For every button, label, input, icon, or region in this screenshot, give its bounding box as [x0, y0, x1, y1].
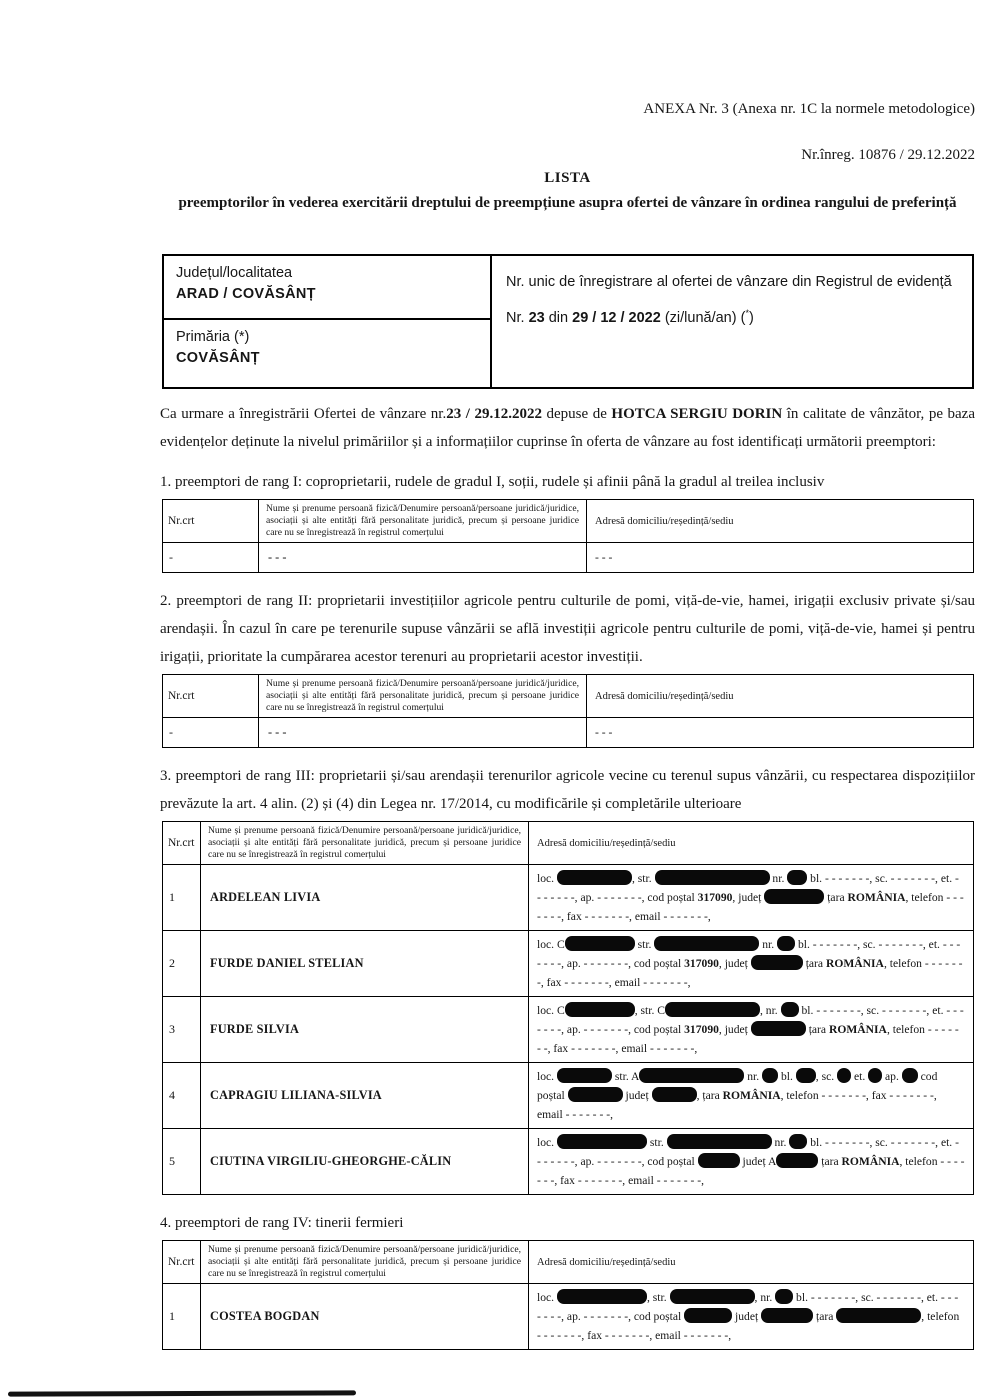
info-cell-primaria [163, 319, 491, 388]
redaction-mark [837, 1068, 851, 1083]
redaction-mark [902, 1068, 918, 1083]
redaction-mark [836, 1308, 921, 1323]
address-cell: loc. , str. nr. bl. - - - - - - -, sc. - - - - - - -, et. - - - - - - -, ap. - - - - - - -, cod poștal 317090, județ țara ROMÂNIA, telefon - - - - - - -, fax - - - - - - -, email - - - - - - -, [529, 865, 974, 931]
document-subtitle: preemptorilor în vederea exercitării dreptului de preempțiune asupra ofertei de vânzare în ordinea rangului de preferință [178, 195, 957, 211]
sections-container [160, 468, 975, 1350]
table-header-row [163, 500, 974, 543]
name-cell: FURDE SILVIA [201, 997, 529, 1063]
redaction-mark [557, 1134, 647, 1149]
table-row [163, 543, 974, 573]
redaction-mark [557, 1289, 647, 1304]
redaction-mark [751, 955, 803, 970]
document-title: LISTA [544, 170, 591, 186]
redaction-mark [665, 1002, 760, 1017]
preemptor-table [162, 674, 974, 748]
address-cell: loc. C str. nr. bl. - - - - - - -, sc. - - - - - - -, et. - - - - - - -, ap. - - - - - - -, cod poștal 317090, județ țara ROMÂNIA, telefon - - - - - - -, fax - - - - - - -, email - - - - - - -, [529, 931, 974, 997]
redaction-mark [787, 870, 807, 885]
column-header-address: Adresă domiciliu/reședință/sediu [529, 1241, 974, 1284]
name-cell: CAPRAGIU LILIANA-SILVIA [201, 1063, 529, 1129]
row-number-cell: 4 [163, 1063, 201, 1129]
redaction-mark [655, 870, 770, 885]
column-header-nrcrt: Nr.crt [163, 500, 259, 543]
redaction-mark [751, 1021, 806, 1036]
table-header-row [163, 675, 974, 718]
table-row [163, 718, 974, 748]
preemptor-table [162, 821, 974, 1195]
section-rang-3 [160, 762, 975, 1195]
address-cell: - - - [587, 718, 974, 748]
judet-label: Județul/localitatea [176, 265, 293, 281]
redaction-mark [565, 1002, 635, 1017]
redaction-mark [568, 1087, 623, 1102]
reg-offer-label: Nr. unic de înregistrare al ofertei de vânzare din Registrul de evidență [506, 274, 952, 290]
primaria-label: Primăria (*) [176, 329, 250, 345]
address-cell: loc. C , str. C , nr. bl. - - - - - - -, sc. - - - - - - -, et. - - - - - - -, ap. - - - - - - -, cod poștal 317090, județ țara ROMÂNIA, telefon - - - - - - -, fax - - - - - - -, email - - - - - - -, [529, 997, 974, 1063]
section-rang-4 [160, 1209, 975, 1350]
section-heading: 1. preemptori de rang I: coproprietarii, rudele de gradul I, soții, rudele și afinii până la gradul al treilea inclusiv [160, 474, 825, 490]
section-heading: 3. preemptori de rang III: proprietarii și/sau arendașii terenurilor agricole vecine cu terenul supus vânzării, cu respectarea dispozițiilor prevăzute la art. 4 alin. (2) și (4) din Legea nr. 17/2014, cu modificările și completările ulterioare [160, 768, 975, 812]
redaction-mark [565, 936, 635, 951]
column-header-address: Adresă domiciliu/reședință/sediu [587, 500, 974, 543]
table-header-row [163, 1241, 974, 1284]
redaction-mark [667, 1134, 772, 1149]
redaction-mark [868, 1068, 882, 1083]
name-cell: - - - [259, 718, 587, 748]
name-cell: - - - [259, 543, 587, 573]
section-heading: 4. preemptori de rang IV: tinerii fermieri [160, 1215, 404, 1231]
redaction-mark [796, 1068, 816, 1083]
row-number-cell: 1 [163, 1284, 201, 1350]
judet-value: ARAD / COVĂSÂNȚ [176, 286, 316, 302]
redaction-mark [698, 1153, 740, 1168]
primaria-value: COVĂSÂNȚ [176, 350, 260, 366]
column-header-nrcrt: Nr.crt [163, 822, 201, 865]
address-cell: loc. str. nr. bl. - - - - - - -, sc. - - - - - - -, et. - - - - - - -, ap. - - - - - - -, cod poștal județ A țara ROMÂNIA, telefon - - - - - - -, fax - - - - - - -, email - - - - - - -, [529, 1129, 974, 1195]
table-header-row [163, 822, 974, 865]
document-content [160, 0, 975, 1400]
redaction-mark [654, 936, 759, 951]
redaction-mark [684, 1308, 732, 1323]
name-cell: CIUTINA VIRGILIU-GHEORGHE-CĂLIN [201, 1129, 529, 1195]
preemptor-table [162, 1240, 974, 1350]
table-row [163, 931, 974, 997]
row-number-cell: 3 [163, 997, 201, 1063]
redaction-mark [789, 1134, 807, 1149]
column-header-address: Adresă domiciliu/reședință/sediu [529, 822, 974, 865]
address-cell: loc. , str. , nr. bl. - - - - - - -, sc. - - - - - - -, et. - - - - - - -, ap. - - - - - - -, cod poștal județ țara , telefon - - - - - - -, fax - - - - - - -, email - - - - - - -, [529, 1284, 974, 1350]
section-rang-1 [160, 468, 975, 573]
table-row [163, 1284, 974, 1350]
address-cell: loc. str. A nr. bl. , sc. et. ap. cod poștal județ , țara ROMÂNIA, telefon - - - - - - -, fax - - - - - - -, email - - - - - - -, [529, 1063, 974, 1129]
redaction-mark [761, 1308, 813, 1323]
redaction-mark [557, 870, 632, 885]
info-cell-judet [163, 255, 491, 319]
preemptor-table [162, 499, 974, 573]
name-cell: ARDELEAN LIVIA [201, 865, 529, 931]
redaction-mark [781, 1002, 799, 1017]
column-header-name: Nume și prenume persoană fizică/Denumire persoană/persoane juridică/juridice, asociații și alte entități fără personalitate juridică, precum și persoane juridice care nu se înregistrează în registrul comerțului [201, 822, 529, 865]
redaction-mark [652, 1087, 697, 1102]
info-cell-registration [491, 255, 973, 388]
redaction-mark [776, 1153, 818, 1168]
table-row [163, 997, 974, 1063]
column-header-address: Adresă domiciliu/reședință/sediu [587, 675, 974, 718]
row-number-cell: 2 [163, 931, 201, 997]
section-rang-2 [160, 587, 975, 748]
redaction-mark [557, 1068, 612, 1083]
column-header-name: Nume și prenume persoană fizică/Denumire persoană/persoane juridică/juridice, asociații și alte entități fără personalitate juridică, precum și persoane juridice care nu se înregistrează în registrul comerțului [259, 675, 587, 718]
row-number-cell: 1 [163, 865, 201, 931]
table-row [163, 865, 974, 931]
row-number-cell: - [163, 718, 259, 748]
registration-line: Nr.înreg. 10876 / 29.12.2022 [801, 147, 975, 163]
row-number-cell: 5 [163, 1129, 201, 1195]
column-header-nrcrt: Nr.crt [163, 1241, 201, 1284]
redaction-mark [775, 1289, 793, 1304]
address-cell: - - - [587, 543, 974, 573]
redaction-mark [777, 936, 795, 951]
column-header-name: Nume și prenume persoană fizică/Denumire persoană/persoane juridică/juridice, asociații și alte entități fără personalitate juridică, precum și persoane juridice care nu se înregistrează în registrul comerțului [201, 1241, 529, 1284]
column-header-name: Nume și prenume persoană fizică/Denumire persoană/persoane juridică/juridice, asociații și alte entități fără personalitate juridică, precum și persoane juridice care nu se înregistrează în registrul comerțului [259, 500, 587, 543]
redaction-mark [762, 1068, 778, 1083]
table-row [163, 1063, 974, 1129]
name-cell: COSTEA BOGDAN [201, 1284, 529, 1350]
column-header-nrcrt: Nr.crt [163, 675, 259, 718]
intro-paragraph: Ca urmare a înregistrării Ofertei de vânzare nr.23 / 29.12.2022 depuse de HOTCA SERGIU DORIN în calitate de vânzător, pe baza evidențelor deținute la nivelul primăriilor și a informațiilor cuprinse în oferta de vânzare au fost identificați următorii preemptori: [160, 406, 975, 450]
section-heading: 2. preemptori de rang II: proprietarii investițiilor agricole pentru culturile de pomi, viță-de-vie, hamei, irigații exclusiv private și/sau arendașii. În cazul în care pe terenurile supuse vânzării se află investiții agricole pentru culturile de pomi, viță-de-vie, hamei și pentru irigații, prioritate la cumpărarea acestor terenuri au proprietarii acestor investiții. [160, 593, 975, 665]
reg-offer-number: Nr. 23 din 29 / 12 / 2022 (zi/lună/an) (*) [506, 308, 754, 326]
name-cell: FURDE DANIEL STELIAN [201, 931, 529, 997]
info-table [162, 254, 974, 389]
redaction-mark [670, 1289, 755, 1304]
row-number-cell: - [163, 543, 259, 573]
redaction-mark [764, 889, 824, 904]
redaction-mark [639, 1068, 744, 1083]
table-row [163, 1129, 974, 1195]
anexa-line: ANEXA Nr. 3 (Anexa nr. 1C la normele metodologice) [643, 101, 975, 117]
